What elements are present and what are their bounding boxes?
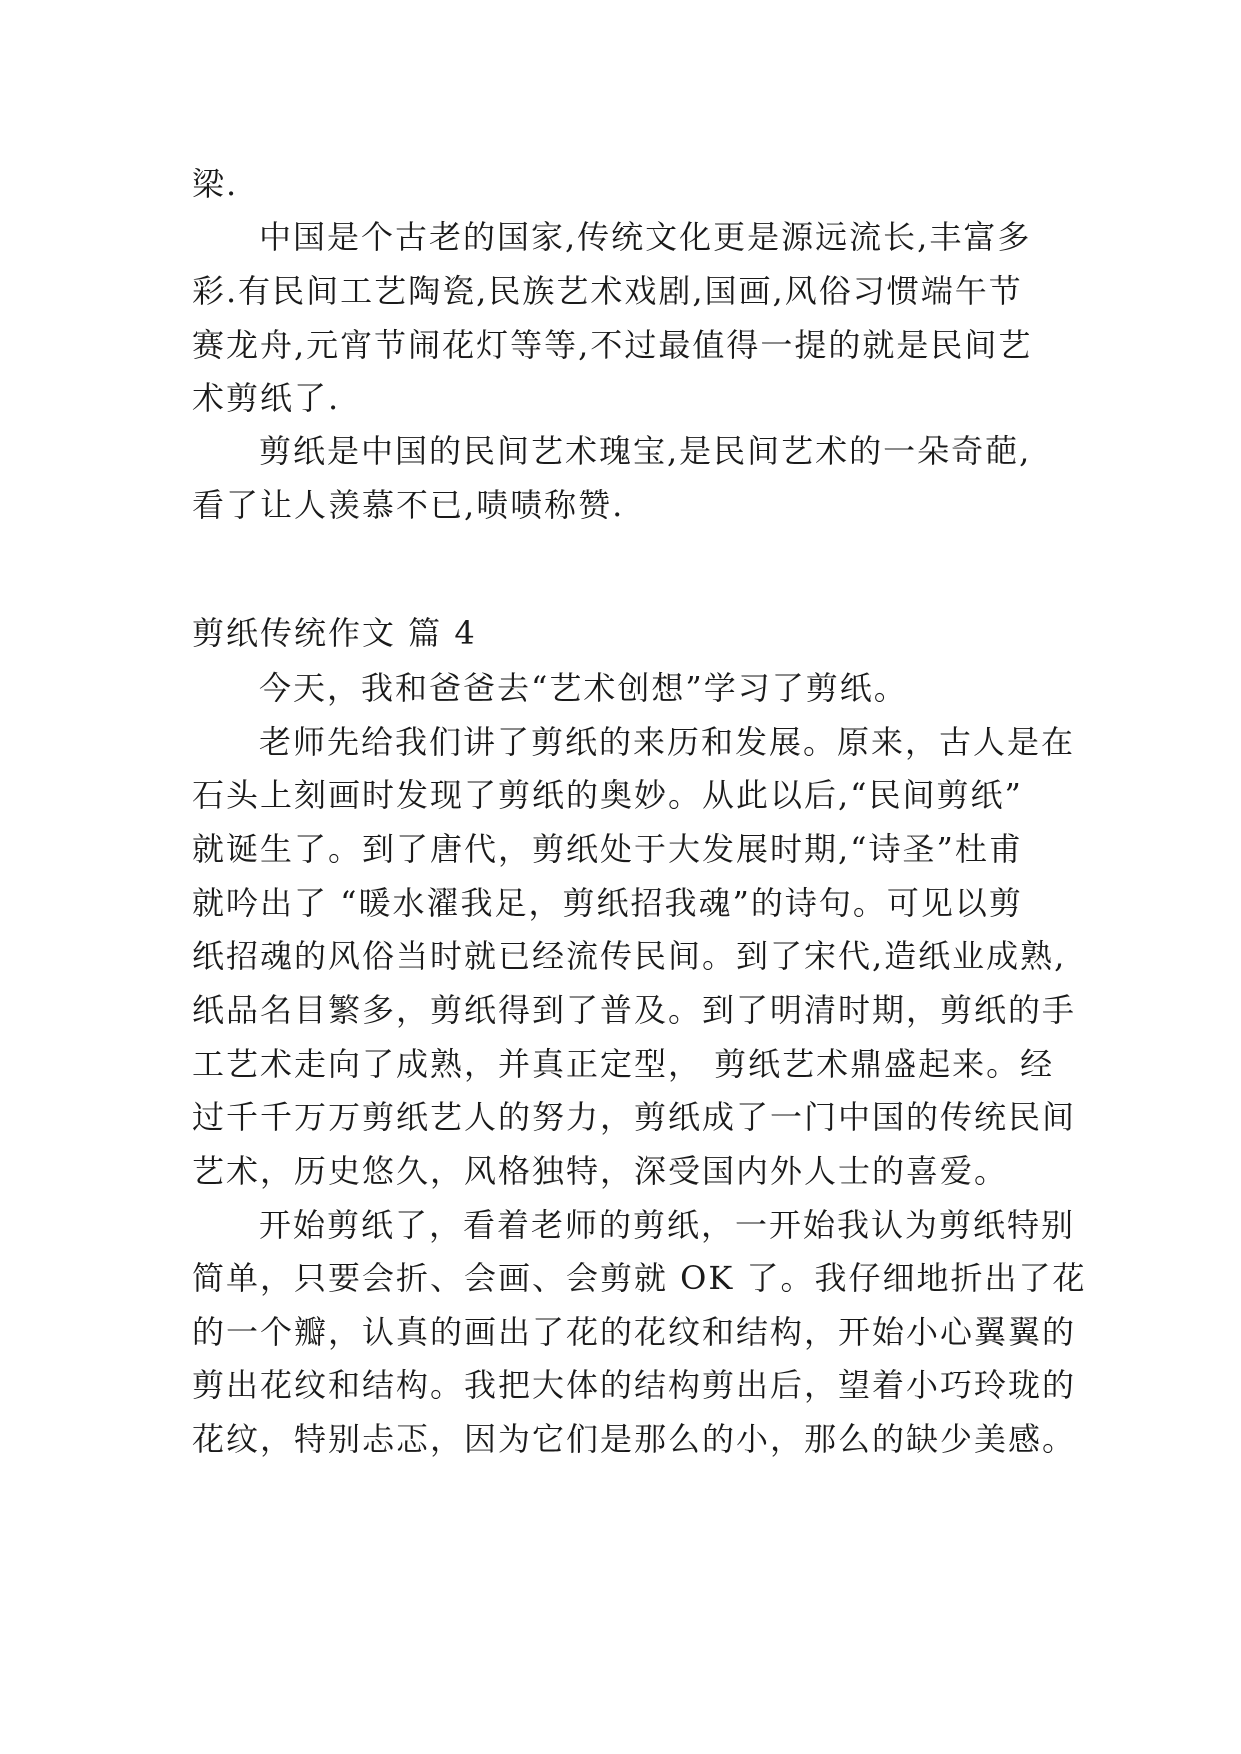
text-line: 剪出花纹和结构。我把大体的结构剪出后，望着小巧玲珑的 [192,1366,1077,1404]
text-line: 看了让人羡慕不已,啧啧称赞. [192,486,625,524]
text-line: 彩.有民间工艺陶瓷,民族艺术戏剧,国画,风俗习惯端午节 [192,272,1023,310]
text-line: 简单，只要会折、会画、会剪就 OK 了。我仔细地折出了花 [192,1259,1087,1297]
paragraph-start-line: 剪纸是中国的民间艺术瑰宝,是民间艺术的一朵奇葩, [259,432,1032,470]
text-line: 的一个瓣，认真的画出了花的花纹和结构，开始小心翼翼的 [192,1313,1077,1351]
text-line: 纸招魂的风俗当时就已经流传民间。到了宋代,造纸业成熟, [192,937,1067,975]
paragraph-start-line: 老师先给我们讲了剪纸的来历和发展。原来，古人是在 [259,723,1076,761]
text-line: 赛龙舟,元宵节闹花灯等等,不过最值得一提的就是民间艺 [192,326,1033,364]
text-line: 就吟出了 “暖水濯我足，剪纸招我魂”的诗句。可见以剪 [192,884,1023,922]
text-line: 梁. [192,165,239,203]
section-heading: 剪纸传统作文 篇 4 [192,614,477,652]
text-line: 就诞生了。到了唐代，剪纸处于大发展时期,“诗圣”杜甫 [192,830,1023,868]
text-line: 艺术，历史悠久，风格独特，深受国内外人士的喜爱。 [192,1152,1009,1190]
text-line: 纸品名目繁多，剪纸得到了普及。到了明清时期，剪纸的手 [192,991,1077,1029]
text-line: 石头上刻画时发现了剪纸的奥妙。从此以后,“民间剪纸” [192,776,1023,814]
paragraph-start-line: 中国是个古老的国家,传统文化更是源远流长,丰富多 [259,218,1032,256]
paragraph-start-line: 开始剪纸了，看着老师的剪纸，一开始我认为剪纸特别 [259,1206,1076,1244]
text-line: 过千千万万剪纸艺人的努力，剪纸成了一门中国的传统民间 [192,1098,1077,1136]
paragraph-start-line: 今天，我和爸爸去“艺术创想”学习了剪纸。 [259,669,908,707]
text-line: 术剪纸了. [192,379,341,417]
text-line: 工艺术走向了成熟，并真正定型， 剪纸艺术鼎盛起来。经 [192,1045,1055,1083]
text-line: 花纹，特别忐忑，因为它们是那么的小，那么的缺少美感。 [192,1420,1077,1458]
